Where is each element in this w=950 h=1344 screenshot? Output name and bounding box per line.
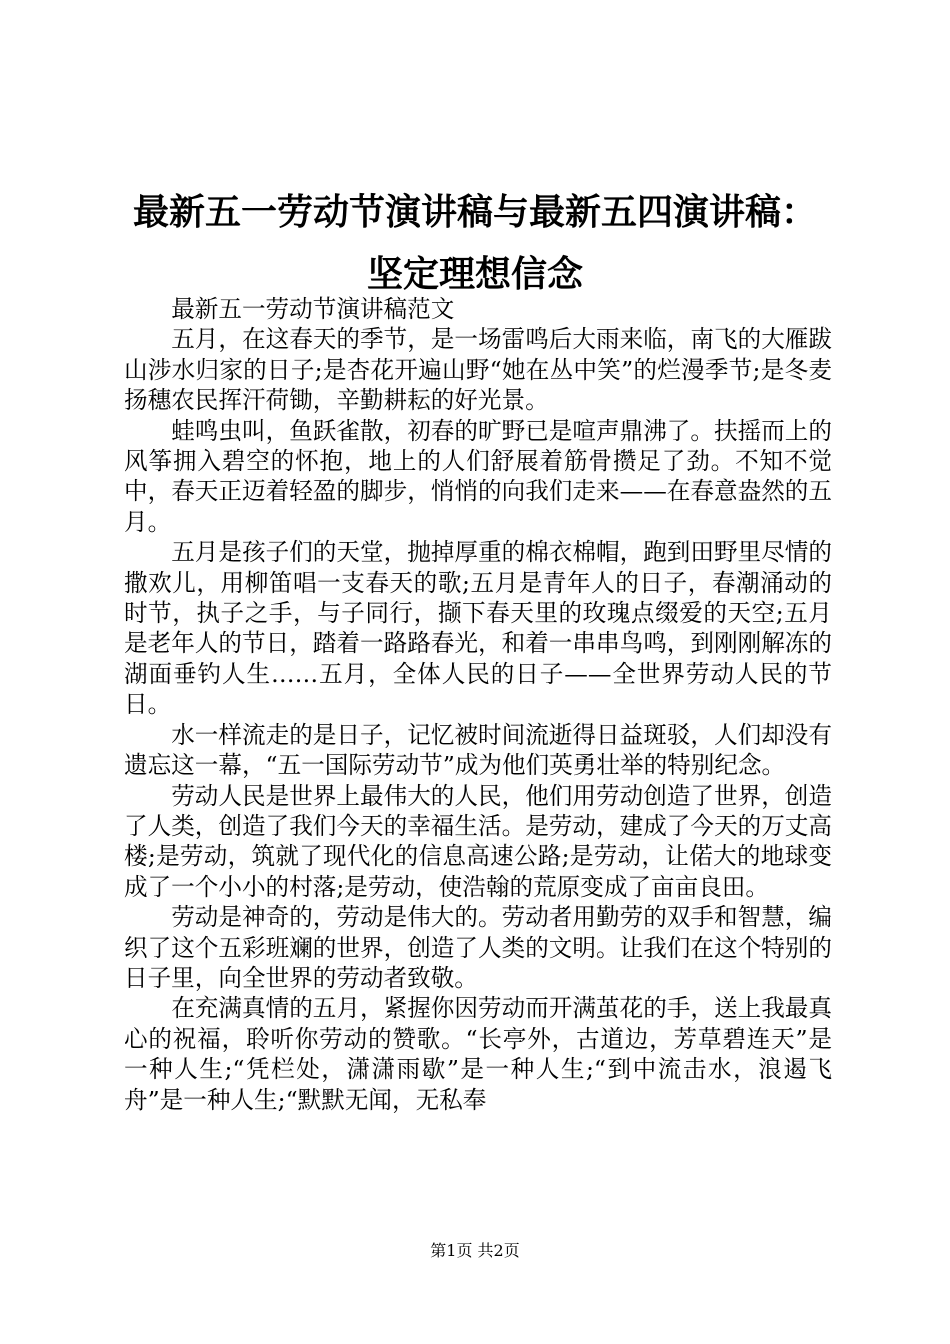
page-footer — [0, 1240, 950, 1262]
paragraph: 最新五一劳动节演讲稿范文 — [171, 295, 455, 323]
paragraph: 五月是孩子们的天堂，抛掉厚重的棉衣棉帽，跑到田野里尽情的撒欢儿，用柳笛唱一支春天的歌;五月是青年人的日子，春潮涌动的时节，执子之手，与子同行，撷下春天里的玫瑰点缀爱的天空;五月是老年人的节日，踏着一路路春光，和着一串串鸟鸣，到刚刚解冻的湖面垂钓人生……五月，全体人民的日子——全世界劳动人民的节日。 — [124, 538, 832, 719]
paragraph: 水一样流走的是日子，记忆被时间流逝得日益斑驳，人们却没有遗忘这一幕，“五一国际劳动节”成为他们英勇壮举的特别纪念。 — [124, 720, 832, 780]
paragraph: 五月，在这春天的季节，是一场雷鸣后大雨来临，南飞的大雁跋山涉水归家的日子;是杏花开遍山野“她在丛中笑”的烂漫季节;是冬麦扬穗农民挥汗荷锄，辛勤耕耘的好光景。 — [124, 325, 832, 415]
document-body — [124, 294, 832, 1115]
page-number: 第1页 — [430, 1241, 473, 1260]
document-title: 最新五一劳动节演讲稿与最新五四演讲稿：坚定理想信念 — [132, 191, 817, 295]
paragraph: 劳动人民是世界上最伟大的人民，他们用劳动创造了世界，创造了人类，创造了我们今天的幸福生活。是劳动，建成了今天的万丈高楼;是劳动，筑就了现代化的信息高速公路;是劳动，让偌大的地球变成了一个小小的村落;是劳动，使浩翰的荒原变成了亩亩良田。 — [124, 781, 832, 901]
paragraph: 在充满真情的五月，紧握你因劳动而开满茧花的手，送上我最真心的祝福，聆听你劳动的赞歌。“长亭外，古道边，芳草碧连天”是一种人生;“凭栏处，潇潇雨歇”是一种人生;“到中流击水，浪遏飞舟”是一种人生;“默默无闻，无私奉 — [124, 994, 832, 1114]
page-total: 共2页 — [477, 1241, 520, 1260]
paragraph: 蛙鸣虫叫，鱼跃雀散，初春的旷野已是喧声鼎沸了。扶摇而上的风筝拥入碧空的怀抱，地上的人们舒展着筋骨攒足了劲。不知不觉中，春天正迈着轻盈的脚步，悄悄的向我们走来——在春意盎然的五月。 — [124, 416, 832, 536]
paragraph: 劳动是神奇的，劳动是伟大的。劳动者用勤劳的双手和智慧，编织了这个五彩班斓的世界，创造了人类的文明。让我们在这个特别的日子里，向全世界的劳动者致敬。 — [124, 903, 832, 992]
